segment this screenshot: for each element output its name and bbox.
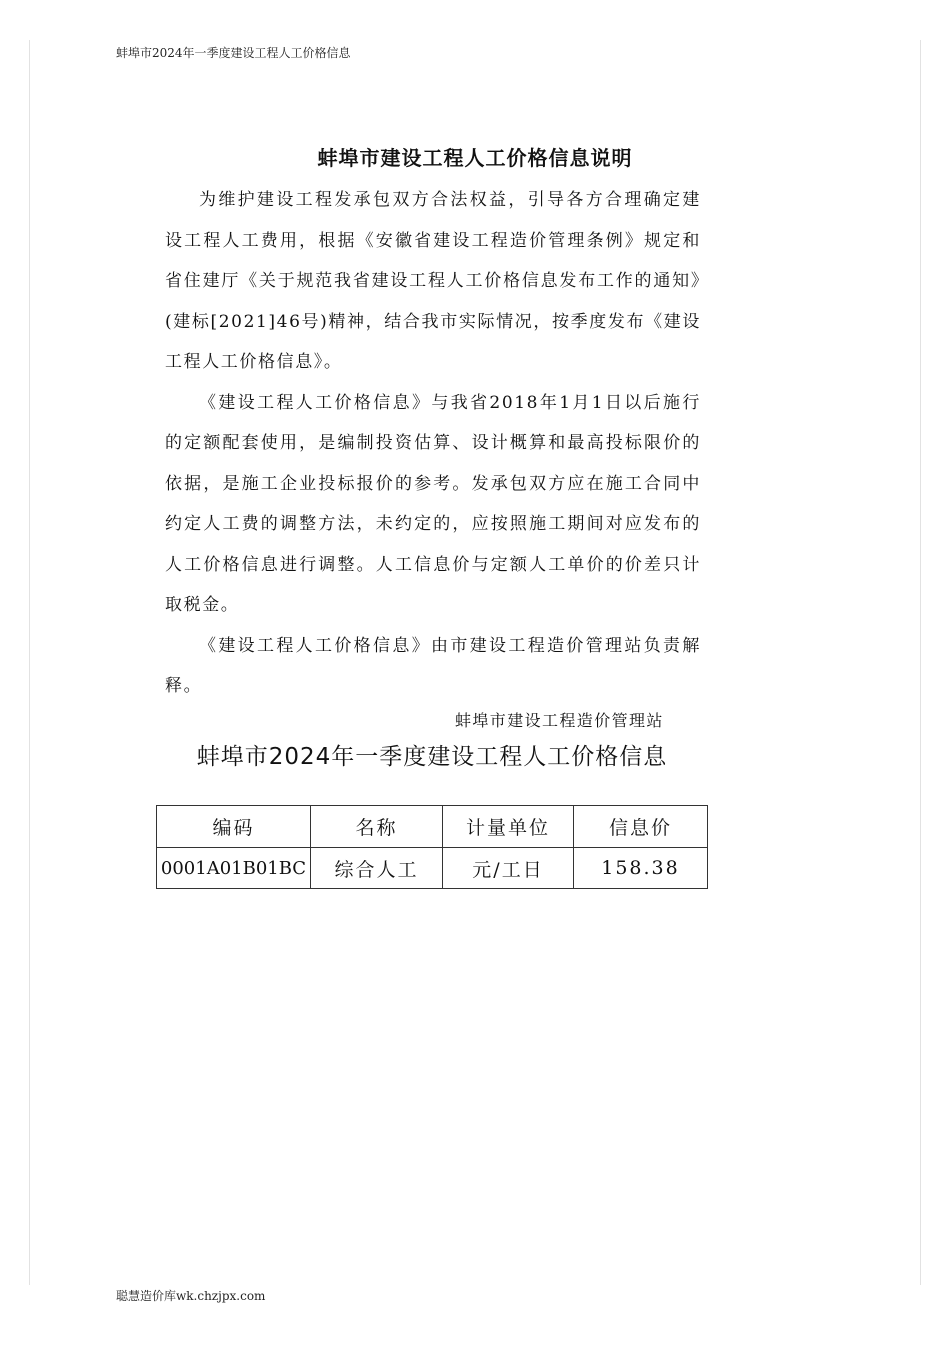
header-price: 信息价	[574, 806, 708, 848]
issuer-signature: 蚌埠市建设工程造价管理站	[455, 711, 664, 730]
right-margin-line	[920, 40, 921, 1285]
body-paragraph: 为维护建设工程发承包双方合法权益，引导各方合理确定建设工程人工费用，根据《安徽省建设工程造价管理条例》规定和省住建厅《关于规范我省建设工程人工价格信息发布工作的通知》(建标[2021]46号)精神，结合我市实际情况，按季度发布《建设工程人工价格信息》。	[165, 190, 701, 372]
table-row	[157, 848, 708, 889]
body-paragraph: 《建设工程人工价格信息》由市建设工程造价管理站负责解释。	[165, 635, 701, 696]
cell-unit: 元/工日	[443, 848, 574, 889]
page-header: 蚌埠市2024年一季度建设工程人工价格信息	[116, 46, 351, 60]
cell-name: 综合人工	[311, 848, 443, 889]
cell-price: 158.38	[574, 848, 708, 889]
document-title: 蚌埠市建设工程人工价格信息说明	[317, 146, 633, 170]
page-footer: 聪慧造价库wk.chzjpx.com	[116, 1289, 266, 1303]
header-unit: 计量单位	[443, 806, 574, 848]
header-name: 名称	[311, 806, 443, 848]
document-body	[165, 180, 701, 707]
body-paragraph: 《建设工程人工价格信息》与我省2018年1月1日以后施行的定额配套使用，是编制投资估算、设计概算和最高投标限价的依据，是施工企业投标报价的参考。发承包双方应在施工合同中约定人工费的调整方法，未约定的，应按照施工期间对应发布的人工价格信息进行调整。人工信息价与定额人工单价的价差只计取税金。	[165, 392, 701, 615]
header-code: 编码	[157, 806, 311, 848]
cell-code: 0001A01B01BC	[157, 848, 311, 889]
price-table	[156, 805, 708, 889]
table-header-row	[157, 806, 708, 848]
left-margin-line	[29, 40, 30, 1285]
table-title: 蚌埠市2024年一季度建设工程人工价格信息	[196, 744, 668, 770]
